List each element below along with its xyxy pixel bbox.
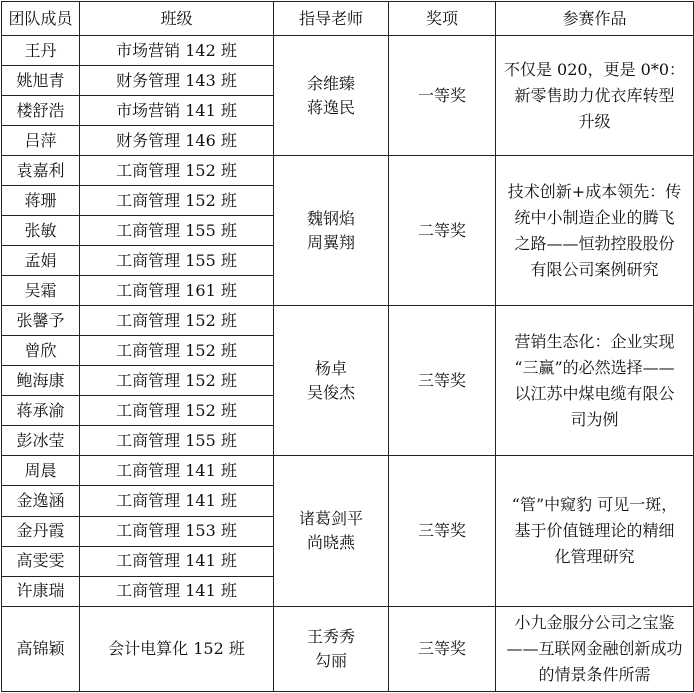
member-class: 工商管理 152 班 <box>80 336 274 366</box>
advisor-name: 诸葛剑平 <box>298 509 363 529</box>
work-cell <box>496 606 694 691</box>
table-row <box>2 606 694 691</box>
work-cell <box>496 306 694 456</box>
member-class: 工商管理 155 班 <box>80 426 274 456</box>
member-class: 财务管理 143 班 <box>80 66 274 96</box>
header-award: 奖项 <box>389 2 496 36</box>
work-title-line: 小九金服分公司之宝鉴 <box>514 612 675 632</box>
work-cell <box>496 456 694 606</box>
member-name: 楼舒浩 <box>2 96 80 126</box>
member-name: 吴霜 <box>2 276 80 306</box>
table-row <box>2 306 694 336</box>
member-name: 鲍海康 <box>2 366 80 396</box>
advisor-cell <box>274 456 389 606</box>
header-row <box>2 2 694 36</box>
header-advisor: 指导老师 <box>274 2 389 36</box>
table-body <box>2 36 694 692</box>
member-class: 市场营销 142 班 <box>80 36 274 66</box>
advisor-name: 魏钢焰 <box>306 208 355 228</box>
member-class: 工商管理 161 班 <box>80 276 274 306</box>
advisor-name: 余维臻 <box>306 73 355 93</box>
member-name: 蒋承渝 <box>2 396 80 426</box>
member-name: 许康瑞 <box>2 576 80 606</box>
award-cell: 二等奖 <box>389 156 496 306</box>
member-name: 周晨 <box>2 456 80 486</box>
advisor-name: 王秀秀 <box>306 626 355 646</box>
member-name: 张馨予 <box>2 306 80 336</box>
member-name: 彭冰莹 <box>2 426 80 456</box>
work-title-line: 升级 <box>578 111 611 131</box>
member-class: 工商管理 152 班 <box>80 396 274 426</box>
award-cell: 一等奖 <box>389 36 496 156</box>
advisor-name: 周翼翔 <box>306 232 355 252</box>
advisor-name: 尚晓燕 <box>306 533 355 553</box>
member-class: 工商管理 141 班 <box>80 546 274 576</box>
advisor-cell <box>274 606 389 691</box>
advisor-name: 勾丽 <box>314 650 347 670</box>
member-name: 蒋珊 <box>2 186 80 216</box>
member-class: 工商管理 141 班 <box>80 576 274 606</box>
work-title-line: 新零售助力优衣库转型 <box>514 85 675 105</box>
member-class: 市场营销 141 班 <box>80 96 274 126</box>
member-name: 高雯雯 <box>2 546 80 576</box>
work-title-line: “三赢”的必然选择—— <box>514 357 675 377</box>
advisor-name: 吴俊杰 <box>306 382 355 402</box>
work-title-line: 以江苏中煤电缆有限公 <box>514 383 675 403</box>
member-class: 财务管理 146 班 <box>80 126 274 156</box>
work-title-line: “管”中窥豹 可见一斑， <box>511 495 678 515</box>
member-class: 工商管理 152 班 <box>80 156 274 186</box>
member-class: 工商管理 141 班 <box>80 486 274 516</box>
header-work: 参赛作品 <box>496 2 694 36</box>
advisor-cell <box>274 36 389 156</box>
work-cell <box>496 156 694 306</box>
work-title-line: 司为例 <box>570 409 619 429</box>
member-class: 工商管理 153 班 <box>80 516 274 546</box>
table-row <box>2 456 694 486</box>
member-name: 姚旭青 <box>2 66 80 96</box>
award-cell: 三等奖 <box>389 606 496 691</box>
member-class: 工商管理 141 班 <box>80 456 274 486</box>
header-member: 团队成员 <box>2 2 80 36</box>
member-name: 张敏 <box>2 216 80 246</box>
work-title-line: 统中小制造企业的腾飞 <box>514 207 675 227</box>
member-name: 孟娟 <box>2 246 80 276</box>
header-class: 班级 <box>80 2 274 36</box>
awards-table <box>1 1 694 692</box>
member-class: 工商管理 155 班 <box>80 246 274 276</box>
work-title-line: 营销生态化：企业实现 <box>514 331 675 351</box>
work-title-line: 的情景条件所需 <box>538 664 651 684</box>
award-cell: 三等奖 <box>389 456 496 606</box>
member-class: 工商管理 152 班 <box>80 186 274 216</box>
advisor-cell <box>274 156 389 306</box>
member-name: 金丹霞 <box>2 516 80 546</box>
advisor-cell <box>274 306 389 456</box>
work-title-line: 技术创新+成本领先：传 <box>507 181 682 201</box>
work-title-line: 之路——恒勃控股股份 <box>514 233 675 253</box>
table-row <box>2 156 694 186</box>
member-name: 高锦颖 <box>2 606 80 691</box>
work-title-line: 基于价值链理论的精细 <box>514 521 675 541</box>
member-class: 工商管理 152 班 <box>80 306 274 336</box>
member-name: 金逸涵 <box>2 486 80 516</box>
work-title-line: ——互联网金融创新成功 <box>506 638 683 658</box>
member-name: 袁嘉利 <box>2 156 80 186</box>
work-title-line: 化管理研究 <box>554 547 635 567</box>
table-row <box>2 36 694 66</box>
table-header <box>2 2 694 36</box>
member-name: 王丹 <box>2 36 80 66</box>
advisor-name: 杨卓 <box>314 358 347 378</box>
work-cell <box>496 36 694 156</box>
member-name: 曾欣 <box>2 336 80 366</box>
member-class: 工商管理 152 班 <box>80 366 274 396</box>
advisor-name: 蒋逸民 <box>306 97 355 117</box>
member-class: 工商管理 155 班 <box>80 216 274 246</box>
award-cell: 三等奖 <box>389 306 496 456</box>
member-class: 会计电算化 152 班 <box>80 606 274 691</box>
member-name: 吕萍 <box>2 126 80 156</box>
work-title-line: 有限公司案例研究 <box>530 259 659 279</box>
work-title-line: 不仅是 020，更是 0*0： <box>503 59 686 79</box>
